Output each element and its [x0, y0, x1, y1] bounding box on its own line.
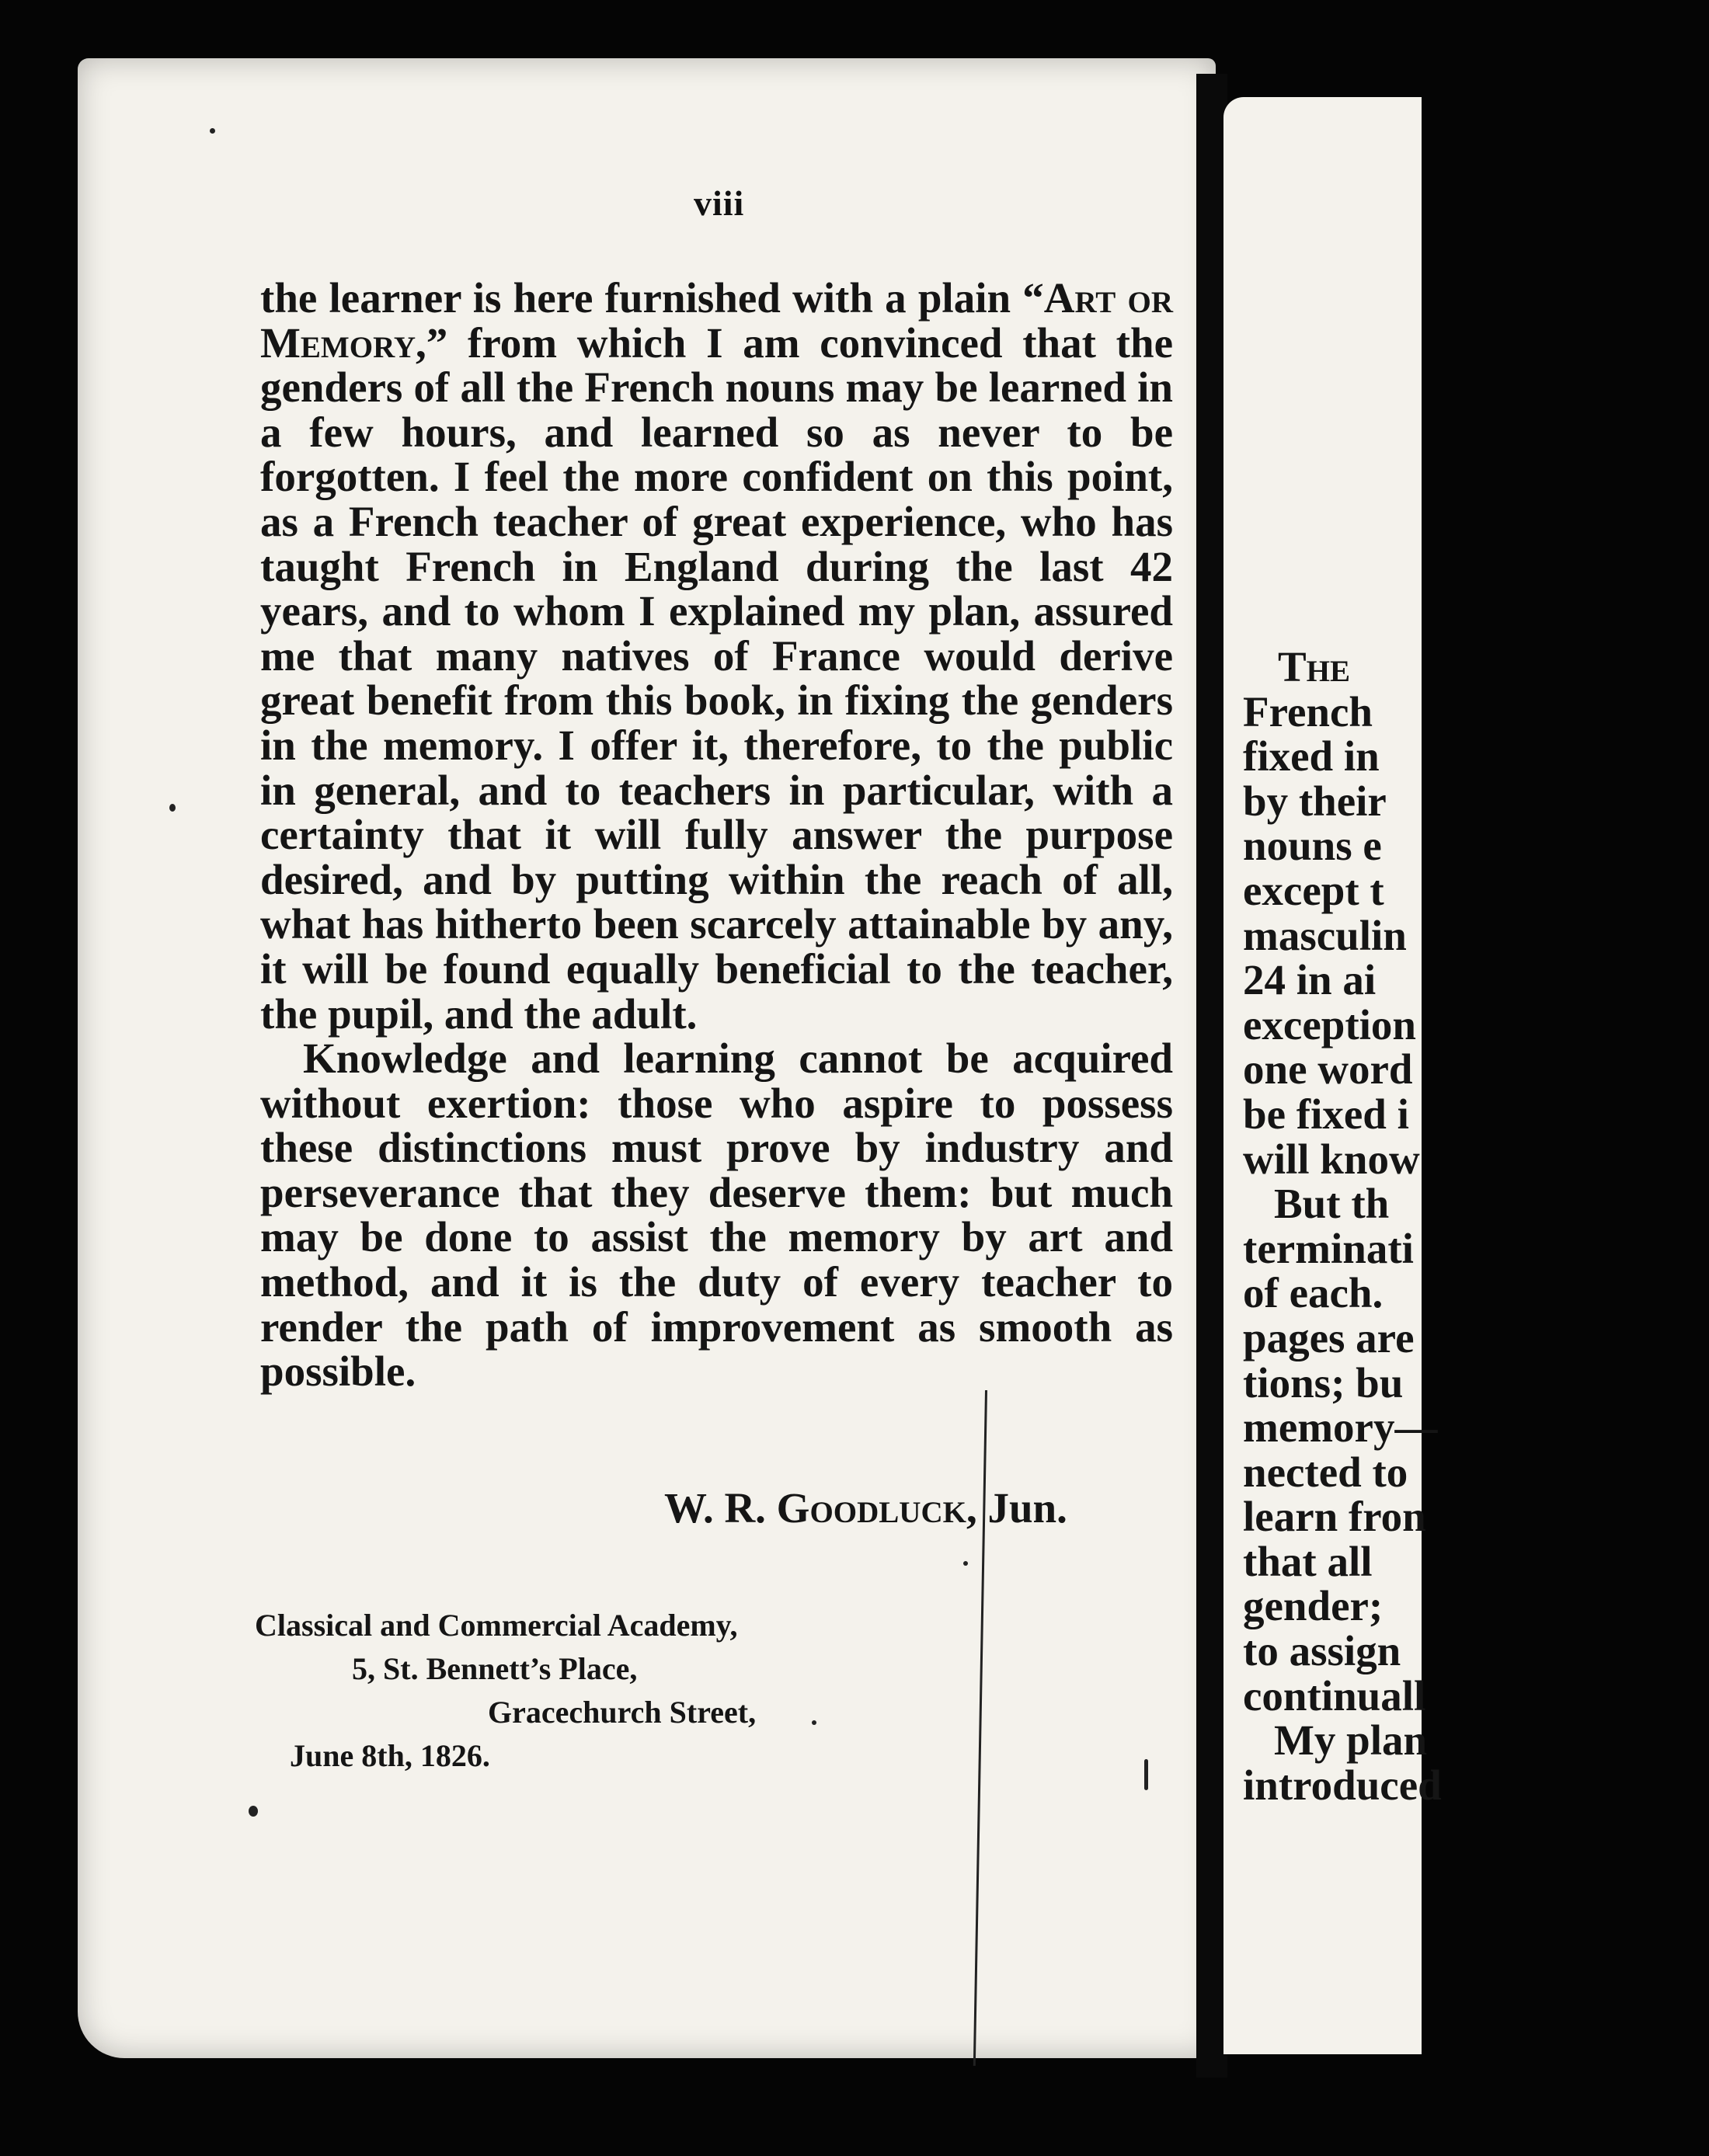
- dust-speck: [963, 1561, 968, 1566]
- right-page-line: French: [1243, 687, 1373, 735]
- paragraph-1: [260, 276, 1173, 1036]
- right-page-line: will know: [1243, 1135, 1420, 1183]
- right-page-line: by their: [1243, 777, 1387, 825]
- dust-speck: [812, 1720, 816, 1725]
- right-page-line: of each.: [1243, 1269, 1384, 1317]
- address-line-3: Gracechurch Street,: [488, 1695, 757, 1730]
- address-line-1: Classical and Commercial Academy,: [255, 1608, 738, 1643]
- dust-speck: [210, 128, 215, 134]
- signature-surname: Goodluck: [776, 1484, 966, 1532]
- body-text: [260, 276, 1173, 1394]
- right-page-line: nected to: [1243, 1448, 1408, 1496]
- right-page-line: fixed in: [1243, 732, 1380, 781]
- right-page-line: one word: [1243, 1045, 1413, 1094]
- author-signature: [664, 1483, 1067, 1532]
- right-page-line: 24 in ai: [1243, 956, 1377, 1004]
- paragraph-1-rest: ,” from which I am convinced that the genders of all the French nouns may be learned in a few hours, and learned so as never to be forgotten. I feel the more confident on this point, as a French teacher of great experience, who has taught French in England during the last 42 years, and to whom I explained my plan, assured me that many natives of France would derive great benefit from this book, in fixing the genders in the memory. I offer it, therefore, to the public in general, and to teachers in particular, with a certainty that it will fully answer the purpose desired, and by putting within the reach of all, what has hitherto been scarcely attainable by any, it will be found equally beneficial to the teacher, the pupil, and the adult.: [260, 318, 1173, 1038]
- right-page-line: nouns e: [1243, 822, 1382, 870]
- dust-speck: [249, 1806, 258, 1817]
- dust-speck: [169, 804, 176, 812]
- right-page-line: be fixed i: [1243, 1090, 1409, 1138]
- right-page-line: masculin: [1243, 911, 1407, 959]
- right-page-line: that all: [1243, 1537, 1373, 1585]
- address-date: June 8th, 1826.: [290, 1738, 490, 1773]
- dust-speck: [1144, 1759, 1148, 1790]
- address-line-2: 5, St. Bennett’s Place,: [352, 1651, 638, 1686]
- right-page-line: tions; bu: [1243, 1358, 1404, 1407]
- right-page-line: But th: [1274, 1180, 1390, 1228]
- right-page-line: memory—: [1243, 1403, 1438, 1452]
- paragraph-1-start: the learner is here furnished with a plain “: [260, 274, 1044, 322]
- right-page-line: continuall: [1243, 1671, 1426, 1720]
- right-page: [1223, 97, 1442, 2054]
- address-block: [255, 1604, 756, 1778]
- right-page-text: [1243, 645, 1709, 1807]
- right-page-heading: The: [1278, 643, 1351, 690]
- right-page-line: gender;: [1243, 1582, 1384, 1630]
- right-page-line: My plan: [1274, 1716, 1428, 1765]
- right-page-line: except t: [1243, 866, 1384, 914]
- right-page-line: to assign: [1243, 1627, 1401, 1675]
- right-page-line: learn fron: [1243, 1493, 1426, 1541]
- page-gutter: [1196, 74, 1227, 2078]
- right-page-line: pages are: [1243, 1313, 1415, 1361]
- signature-suffix: , Jun.: [966, 1484, 1067, 1532]
- paragraph-2: Knowledge and learning cannot be acquired without exertion: those who aspire to possess these distinctions must prove by industry and perseverance that they deserve them: but much may be done to assist the memory by art and method, and it is the duty of every teacher to render the path of improvement as smooth as possible.: [260, 1035, 1173, 1396]
- page-number: viii: [694, 183, 745, 223]
- right-page-line: exception: [1243, 1000, 1417, 1048]
- signature-initials: W. R.: [664, 1484, 777, 1532]
- right-page-line: terminati: [1243, 1224, 1414, 1272]
- art-of-memory-title: Art or Memory: [260, 274, 1174, 367]
- right-page-line: introduced: [1243, 1761, 1442, 1809]
